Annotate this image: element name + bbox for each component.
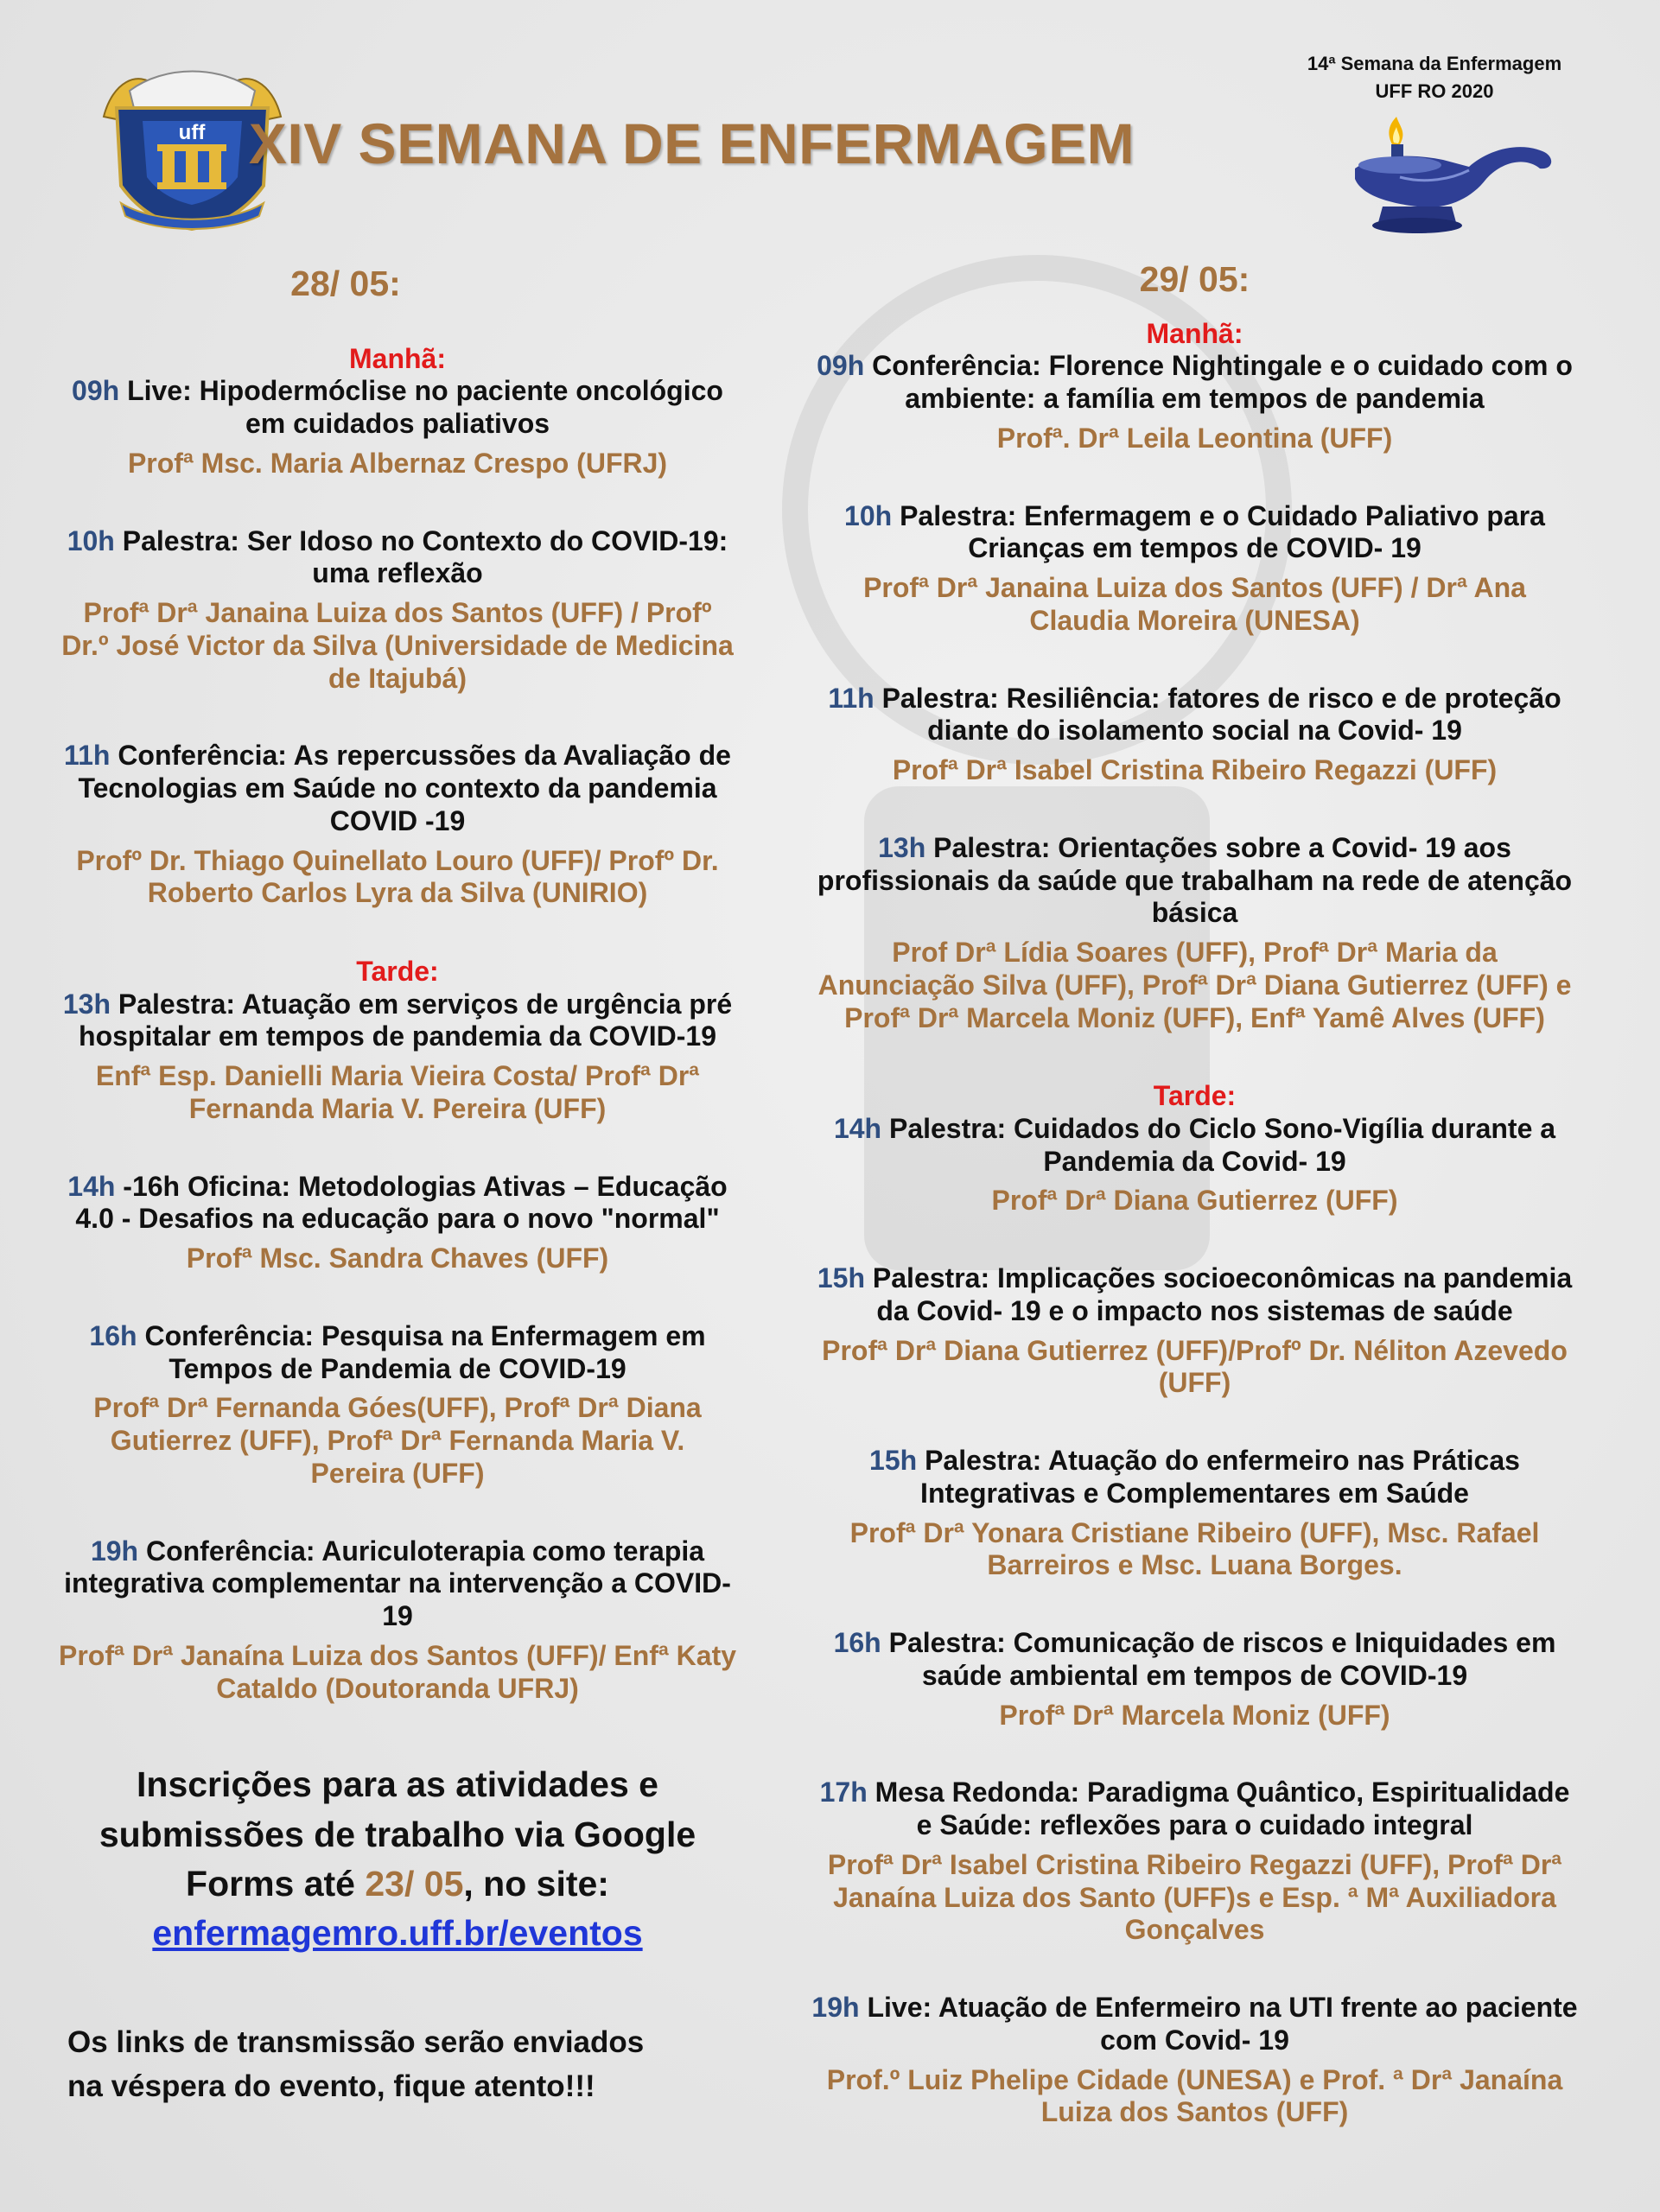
event-title: 09h Live: Hipodermóclise no paciente oncológico em cuidados paliativos <box>72 375 723 440</box>
event-edition-label: 14ª Semana da Enfermagem UFF RO 2020 <box>1307 53 1562 102</box>
event-speaker: Prof Drª Lídia Soares (UFF), Profª Drª Maria da Anunciação Silva (UFF), Profª Drª Diana Gutierrez (UFF) e Profª Drª Marcela Moniz (UFF), Enfª Yamê Alves (UFF) <box>817 937 1572 1033</box>
event-title: 11h Conferência: As repercussões da Avaliação de Tecnologias em Saúde no contexto da pandemia COVID -19 <box>64 740 731 836</box>
event-time: 15h <box>869 1445 918 1477</box>
event-item <box>782 832 1607 1035</box>
period-afternoon: Tarde: <box>356 956 439 988</box>
event-title: 11h Palestra: Resiliência: fatores de risco e de proteção diante do isolamento social na Covid- 19 <box>828 682 1561 747</box>
event-item <box>782 1992 1607 2129</box>
nursing-lamp-icon <box>1348 117 1564 246</box>
event-time: 11h <box>64 740 111 772</box>
event-item <box>782 1777 1607 1947</box>
period-morning: Manhã: <box>1146 318 1243 349</box>
event-item <box>35 1320 760 1491</box>
event-title: 09h Conferência: Florence Nightingale e o cuidado com o ambiente: a família em tempos de pandemia <box>817 350 1573 415</box>
event-title: 16h Palestra: Comunicação de riscos e Iniquidades em saúde ambiental em tempos de COVID-19 <box>833 1627 1556 1691</box>
event-speaker: Profª Msc. Sandra Chaves (UFF) <box>186 1243 609 1274</box>
event-title: 13h Palestra: Orientações sobre a Covid- 19 aos profissionais da saúde que trabalham na rede de atenção básica <box>817 831 1573 929</box>
event-title: 10h Palestra: Ser Idoso no Contexto do COVID-19: uma reflexão <box>67 524 728 589</box>
transmission-notice: Os links de transmissão serão enviados na véspera do evento, fique atento!!! <box>67 2024 645 2103</box>
period-afternoon: Tarde: <box>1153 1080 1237 1112</box>
event-item <box>782 500 1607 638</box>
event-speaker: Profª Drª Marcela Moniz (UFF) <box>999 1699 1390 1731</box>
event-item <box>782 1113 1607 1217</box>
event-item <box>35 740 760 910</box>
event-title: 14h Palestra: Cuidados do Ciclo Sono-Vigília durante a Pandemia da Covid- 19 <box>833 1112 1556 1177</box>
event-speaker: Enfª Esp. Danielli Maria Vieira Costa/ Profª Drª Fernanda Maria V. Pereira (UFF) <box>95 1060 700 1124</box>
event-title: 15h Palestra: Implicações socioeconômicas na pandemia da Covid- 19 e o impacto nos sistemas de saúde <box>817 1262 1573 1326</box>
registration-deadline: 23/ 05 <box>365 1864 464 1904</box>
event-item <box>35 1535 760 1706</box>
event-item <box>35 1171 760 1275</box>
event-time: 13h <box>62 988 111 1020</box>
event-speaker: Profª Drª Isabel Cristina Ribeiro Regazzi (UFF) <box>892 754 1498 786</box>
registration-link[interactable]: enfermagemro.uff.br/eventos <box>152 1913 643 1954</box>
event-speaker: Profª. Drª Leila Leontina (UFF) <box>996 422 1393 454</box>
event-speaker: Profª Drª Diana Gutierrez (UFF) <box>991 1185 1398 1217</box>
event-time: 11h <box>828 682 875 714</box>
event-speaker: Profª Msc. Maria Albernaz Crespo (UFRJ) <box>127 447 668 479</box>
event-title: 19h Live: Atuação de Enfermeiro na UTI frente ao paciente com Covid- 19 <box>811 1992 1578 2056</box>
registration-info: Inscrições para as atividades e submissões de trabalho via Google Forms até 23/ 05, no site: enfermagemro.uff.br/eventos <box>99 1764 696 1954</box>
event-time: 19h <box>811 1992 860 2024</box>
event-title: 16h Conferência: Pesquisa na Enfermagem em Tempos de Pandemia de COVID-19 <box>89 1319 706 1384</box>
event-item <box>782 1445 1607 1582</box>
event-title: 10h Palestra: Enfermagem e o Cuidado Paliativo para Crianças em tempos de COVID- 19 <box>844 499 1545 564</box>
event-speaker: Prof.º Luiz Phelipe Cidade (UNESA) e Prof. ª Drª Janaína Luiza dos Santos (UFF) <box>826 2063 1563 2128</box>
event-item <box>782 350 1607 454</box>
event-speaker: Profª Drª Isabel Cristina Ribeiro Regazzi (UFF), Profª Drª Janaína Luiza dos Santo (UFF)s e Esp. ª Mª Auxiliadora Gonçalves <box>827 1848 1562 1946</box>
period-morning: Manhã: <box>349 343 446 374</box>
page-title: XIV SEMANA DE ENFERMAGEM <box>248 111 1135 175</box>
event-item <box>782 1262 1607 1400</box>
event-title: 15h Palestra: Atuação do enfermeiro nas Práticas Integrativas e Complementares em Saúde <box>869 1445 1520 1509</box>
event-item <box>35 988 760 1126</box>
event-speaker: Profª Drª Yonara Cristiane Ribeiro (UFF), Msc. Rafael Barreiros e Msc. Luana Borges. <box>849 1516 1540 1581</box>
svg-text:uff: uff <box>178 121 206 144</box>
day-29-schedule <box>782 259 1607 2129</box>
event-time: 10h <box>67 524 115 556</box>
event-time: 14h <box>67 1170 116 1202</box>
event-time: 17h <box>819 1777 868 1808</box>
event-time: 09h <box>817 350 865 382</box>
event-speaker: Profª Drª Janaina Luiza dos Santos (UFF) / Drª Ana Claudia Moreira (UNESA) <box>863 572 1526 636</box>
event-speaker: Profª Drª Janaína Luiza dos Santos (UFF)/ Enfª Katy Cataldo (Doutoranda UFRJ) <box>58 1639 737 1704</box>
event-item <box>782 1627 1607 1732</box>
event-title: 17h Mesa Redonda: Paradigma Quântico, Espiritualidade e Saúde: reflexões para o cuidado integral <box>819 1777 1570 1841</box>
event-title: 14h -16h Oficina: Metodologias Ativas – Educação 4.0 - Desafios na educação para o novo "normal" <box>67 1170 728 1235</box>
event-item <box>35 525 760 696</box>
day-date: 29/ 05: <box>1139 259 1250 299</box>
event-time: 13h <box>878 831 926 863</box>
event-time: 15h <box>817 1262 866 1294</box>
event-item <box>782 683 1607 787</box>
event-time: 14h <box>833 1112 882 1144</box>
event-speaker: Profª Drª Fernanda Góes(UFF), Profª Drª Diana Gutierrez (UFF), Profª Drª Fernanda Maria V. Pereira (UFF) <box>93 1392 702 1489</box>
event-speaker: Profª Drª Janaina Luiza dos Santos (UFF) / Profº Dr.º José Victor da Silva (Universidade de Medicina de Itajubá) <box>61 597 734 694</box>
event-time: 19h <box>90 1535 139 1567</box>
event-time: 16h <box>89 1319 137 1351</box>
day-date: 28/ 05: <box>290 264 401 303</box>
day-28-schedule <box>35 264 760 2108</box>
event-speaker: Profº Dr. Thiago Quinellato Louro (UFF)/ Profº Dr. Roberto Carlos Lyra da Silva (UNIRIO) <box>76 844 719 909</box>
event-speaker: Profª Drª Diana Gutierrez (UFF)/Profº Dr. Néliton Azevedo (UFF) <box>822 1334 1568 1399</box>
event-item <box>35 375 760 480</box>
event-time: 10h <box>844 499 893 531</box>
event-time: 09h <box>72 375 120 407</box>
event-time: 16h <box>833 1627 881 1659</box>
event-title: 13h Palestra: Atuação em serviços de urgência pré hospitalar em tempos de pandemia da COVID-19 <box>62 988 733 1052</box>
event-title: 19h Conferência: Auriculoterapia como terapia integrativa complementar na intervenção a COVID- 19 <box>64 1535 731 1632</box>
